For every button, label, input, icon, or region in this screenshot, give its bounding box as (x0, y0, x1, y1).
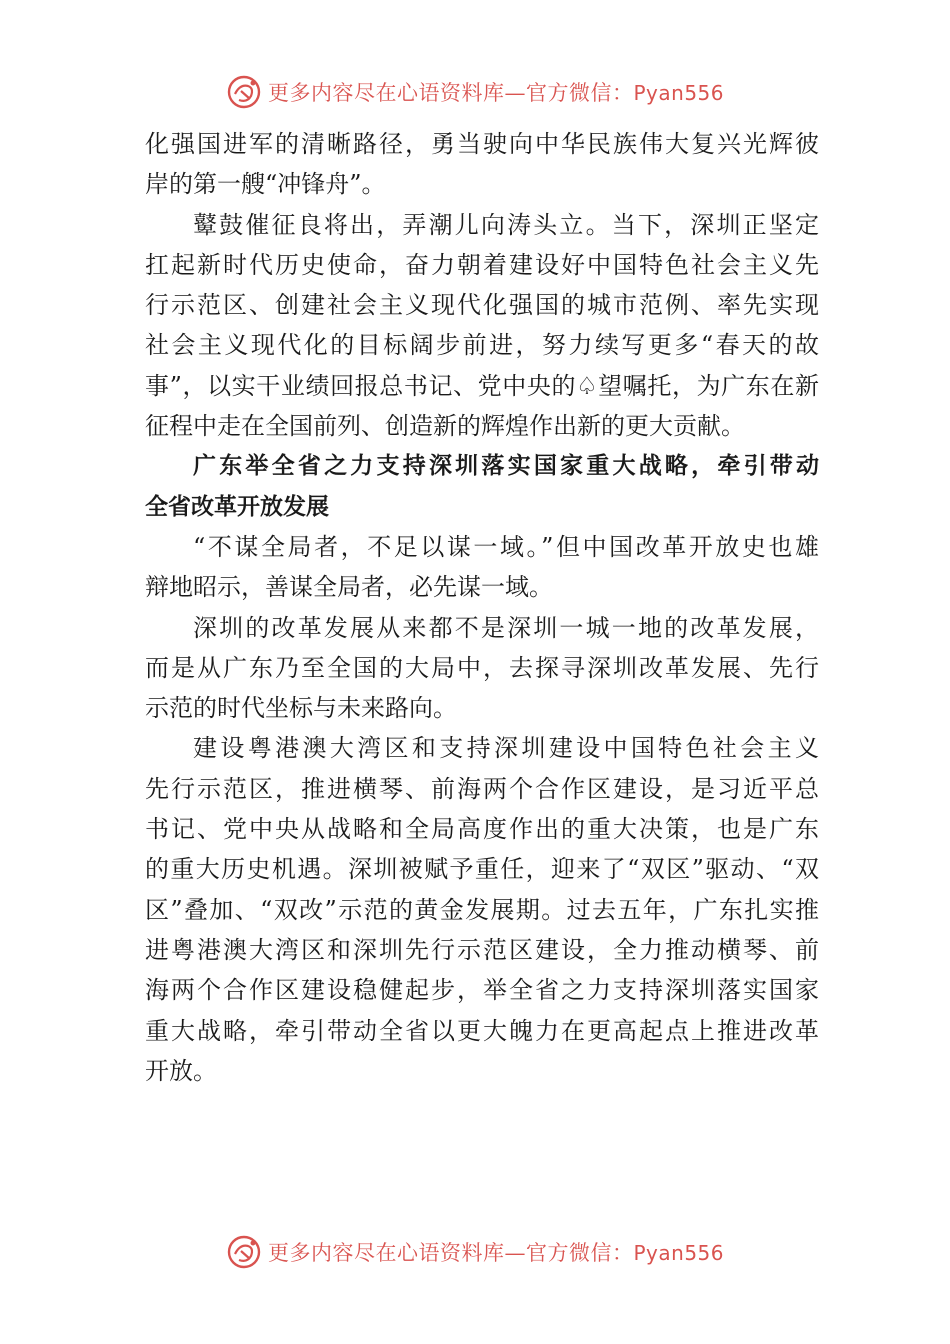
header-watermark-banner (0, 70, 950, 114)
banner-text: 更多内容尽在心语资料库—官方微信：Pyan556 (267, 81, 724, 105)
text-line: “不谋全局者，不足以谋一域。”但中国改革开放史也雄 (193, 532, 819, 561)
text-line: 区”叠加、“双改”示范的黄金发展期。过去五年，广东扎实推 (145, 895, 819, 924)
text-line: 进粤港澳大湾区和深圳先行示范区建设，全力推动横琴、前 (145, 935, 819, 964)
text-line: 行示范区、创建社会主义现代化强国的城市范例、率先实现 (145, 291, 819, 320)
text-line: 建设粤港澳大湾区和支持深圳建设中国特色社会主义 (193, 734, 819, 763)
text-line: 海两个合作区建设稳健起步，举全省之力支持深圳落实国家 (145, 976, 819, 1005)
text-line: 示范的时代坐标与未来路向。 (145, 694, 457, 723)
text-line: 开放。 (145, 1056, 217, 1085)
footer-watermark-banner (0, 1230, 950, 1274)
document-body (145, 124, 819, 1091)
text-line: 岸的第一艘“冲锋舟”。 (145, 170, 386, 199)
banner-text: 更多内容尽在心语资料库—官方微信：Pyan556 (267, 1241, 724, 1265)
text-line: 化强国进军的清晰路径，勇当驶向中华民族伟大复兴光辉彼 (145, 130, 819, 158)
text-line: 征程中走在全国前列、创造新的辉煌作出新的更大贡献。 (145, 412, 745, 441)
text-line: 先行示范区，推进横琴、前海两个合作区建设，是习近平总 (145, 774, 819, 803)
text-line: 鼙鼓催征良将出，弄潮儿向涛头立。当下，深圳正坚定 (193, 210, 819, 239)
mind-logo-icon (226, 1234, 262, 1270)
text-line: 深圳的改革发展从来都不是深圳一城一地的改革发展， (193, 613, 819, 642)
text-line: 的重大历史机遇。深圳被赋予重任，迎来了“双区”驱动、“双 (145, 855, 819, 884)
text-line: 事”，以实干业绩回报总书记、党中央的♤望嘱托，为广东在新 (145, 371, 819, 400)
text-line: 而是从广东乃至全国的大局中，去探寻深圳改革发展、先行 (145, 653, 819, 682)
text-line: 扛起新时代历史使命，奋力朝着建设好中国特色社会主义先 (145, 250, 819, 279)
mind-logo-icon (226, 74, 262, 110)
text-line: 重大战略，牵引带动全省以更大魄力在更高起点上推进改革 (145, 1016, 819, 1045)
section-heading: 广东举全省之力支持深圳落实国家重大战略，牵引带动 (193, 453, 819, 480)
section-heading: 全省改革开放发展 (145, 493, 329, 520)
text-line: 辩地昭示，善谋全局者，必先谋一域。 (145, 573, 553, 602)
text-line: 社会主义现代化的目标阔步前进，努力续写更多“春天的故 (145, 331, 819, 360)
text-line: 书记、党中央从战略和全局高度作出的重大决策，也是广东 (145, 815, 819, 844)
